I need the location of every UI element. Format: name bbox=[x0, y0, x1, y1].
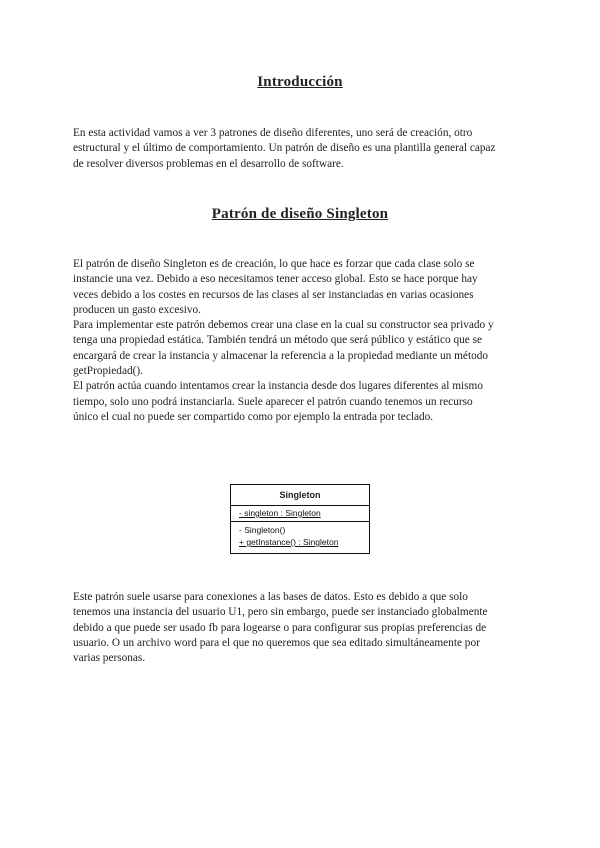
text-line: producen un gasto excesivo. bbox=[73, 303, 201, 316]
text-line: veces debido a los costes en recursos de las clases al ser instanciadas en varias ocasiones bbox=[73, 288, 474, 301]
closing-paragraph bbox=[73, 590, 528, 666]
heading-singleton: Patrón de diseño Singleton bbox=[211, 206, 389, 222]
text-line: El patrón actúa cuando intentamos crear la instancia desde dos lugares diferentes al mismo bbox=[73, 380, 483, 393]
text-line: Para implementar este patrón debemos crear una clase en la cual su constructor sea privado y bbox=[73, 319, 494, 332]
uml-attribute: - singleton : Singleton bbox=[239, 508, 321, 518]
uml-class-diagram bbox=[230, 484, 370, 554]
heading-introduccion: Introducción bbox=[257, 74, 343, 90]
text-line: estructural y el último de comportamiento. Un patrón de diseño es una plantilla general capaz bbox=[73, 142, 496, 155]
text-line: tiempo, solo uno podrá instanciarla. Suele aparecer el patrón cuando tenemos un recurso bbox=[73, 395, 473, 408]
text-line: único el cual no puede ser compartido como por ejemplo la entrada por teclado. bbox=[73, 410, 434, 423]
uml-constructor: - Singleton() bbox=[239, 525, 286, 535]
text-line: encargará de crear la instancia y almacenar la referencia a la propiedad mediante un método bbox=[73, 349, 489, 362]
text-line: instancie una vez. Debido a eso necesitamos tener acceso global. Esto se hace porque hay bbox=[73, 273, 478, 286]
uml-method: + getInstance() : Singleton bbox=[239, 537, 339, 547]
text-line: tenemos una instancia del usuario U1, pero sin embargo, puede ser instanciado globalmente bbox=[73, 606, 488, 619]
intro-paragraph bbox=[73, 126, 528, 172]
text-line: En esta actividad vamos a ver 3 patrones de diseño diferentes, uno será de creación, otro bbox=[73, 127, 473, 139]
text-line: debido a que puede ser usado fb para logearse o para configurar sus propias preferencias de bbox=[73, 621, 487, 634]
text-line: getPropiedad(). bbox=[73, 365, 143, 378]
singleton-paragraph bbox=[73, 257, 528, 425]
text-line: de resolver diversos problemas en el desarrollo de software. bbox=[73, 157, 344, 170]
text-line: El patrón de diseño Singleton es de creación, lo que hace es forzar que cada clase solo se bbox=[73, 258, 475, 270]
text-line: Este patrón suele usarse para conexiones a las bases de datos. Esto es debido a que solo bbox=[73, 591, 468, 603]
text-line: varias personas. bbox=[73, 652, 146, 665]
text-line: tenga una propiedad estática. También tendrá un método que será público y estático que se bbox=[73, 334, 482, 347]
uml-attributes-compartment bbox=[231, 506, 369, 522]
text-line: usuario. O un archivo word para el que no queremos que sea editado simultáneamente por bbox=[73, 636, 480, 649]
uml-class-name: Singleton bbox=[231, 485, 369, 506]
